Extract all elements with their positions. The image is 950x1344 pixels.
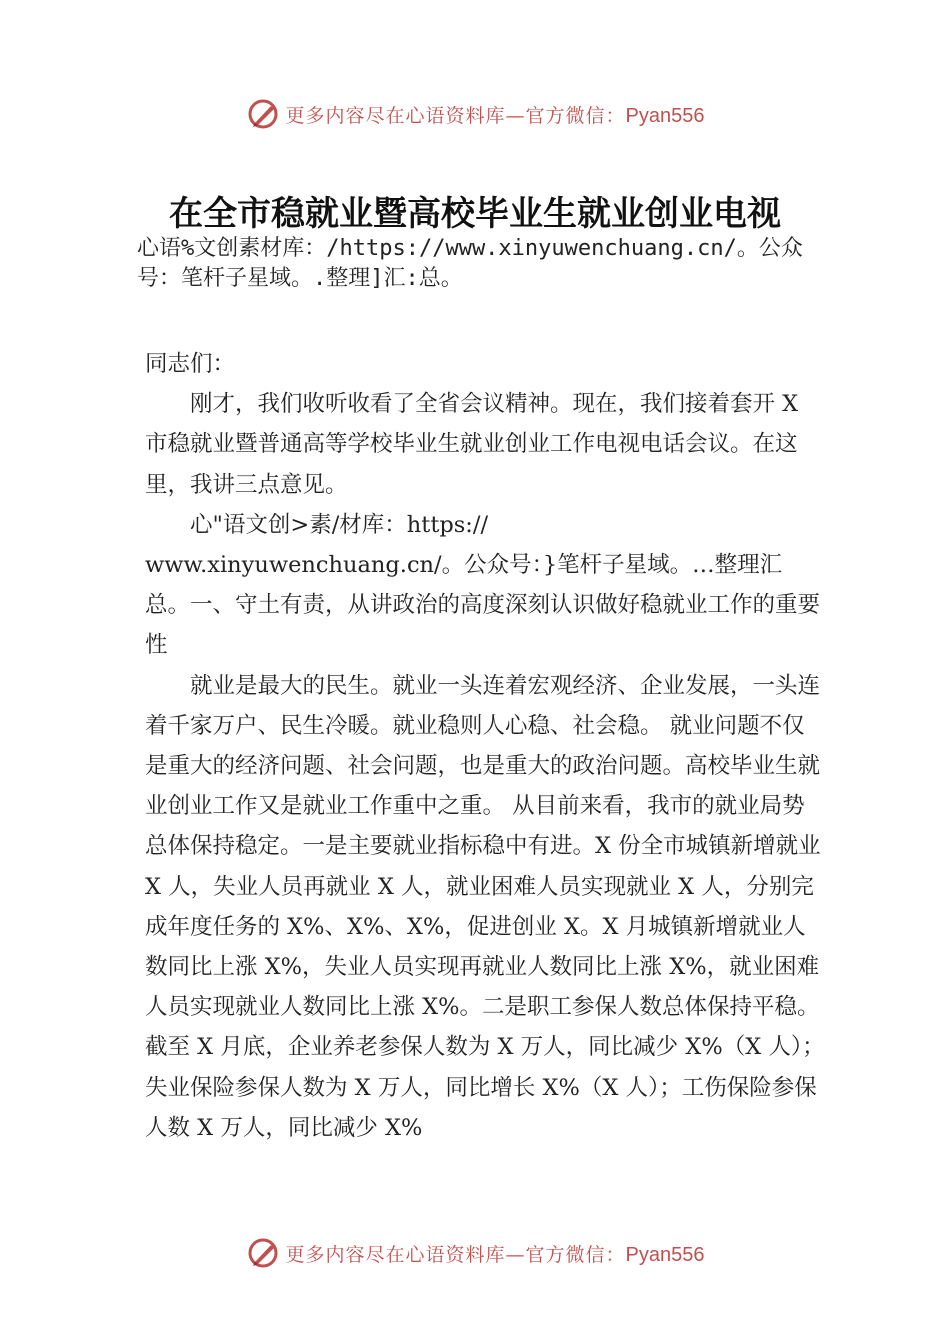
source-note: 心语%文创素材库：/https://www.xinyuwenchuang.cn/。公众号：笔杆子星域。.整理]汇:总。 — [137, 236, 803, 291]
paragraph-2: 心"语文创>素/材库：https:// www.xinyuwenchuang.cn/。公众号：}笔杆子星域。…整理汇总。一、守土有责，从讲政治的高度深刻认识做好稳就业工作的重要性 — [145, 511, 821, 659]
greeting: 同志们： — [145, 351, 236, 377]
wechat-id: Pyan556 — [625, 104, 705, 127]
document-body — [145, 344, 825, 1148]
pen-logo-icon — [246, 97, 280, 131]
pen-logo-icon — [246, 1236, 280, 1270]
paragraph-3: 就业是最大的民生。就业一头连着宏观经济、企业发展，一头连着千家万户、民生冷暖。就业稳则人心稳、社会稳。 就业问题不仅是重大的经济问题、社会问题，也是重大的政治问题。高校毕业生就业创业工作又是就业工作重中之重。 从目前来看，我市的就业局势总体保持稳定。一是主要就业指标稳中有进。X 份全市城镇新增就业 X 人，失业人员再就业 X 人，就业困难人员实现就业 X 人，分别完成年度任务的 X%、X%、X%，促进创业 X。X 月城镇新增就业人数同比上涨 X%，失业人员实现再就业人数同比上涨 X%，就业困难人员实现就业人数同比上涨 X%。二是职工参保人数总体保持平稳。截至 X 月底，企业养老参保人数为 X 万人，同比减少 X%（X 人）；失业保险参保人数为 X 万人，同比增长 X%（X 人）；工伤保险参保人数 X 万人，同比减少 X% — [145, 672, 825, 1141]
document-title: 在全市稳就业暨高校毕业生就业创业电视 — [169, 194, 781, 234]
banner-text: 更多内容尽在心语资料库—官方微信：Pyan556 — [285, 104, 705, 127]
footer-banner — [0, 1233, 950, 1273]
paragraph-1: 刚才，我们收听收看了全省会议精神。现在，我们接着套开 X 市稳就业暨普通高等学校毕业生就业创业工作电视电话会议。在这里，我讲三点意见。 — [145, 391, 799, 498]
header-banner — [0, 94, 950, 134]
banner-text: 更多内容尽在心语资料库—官方微信：Pyan556 — [285, 1243, 705, 1266]
wechat-id: Pyan556 — [625, 1243, 705, 1266]
